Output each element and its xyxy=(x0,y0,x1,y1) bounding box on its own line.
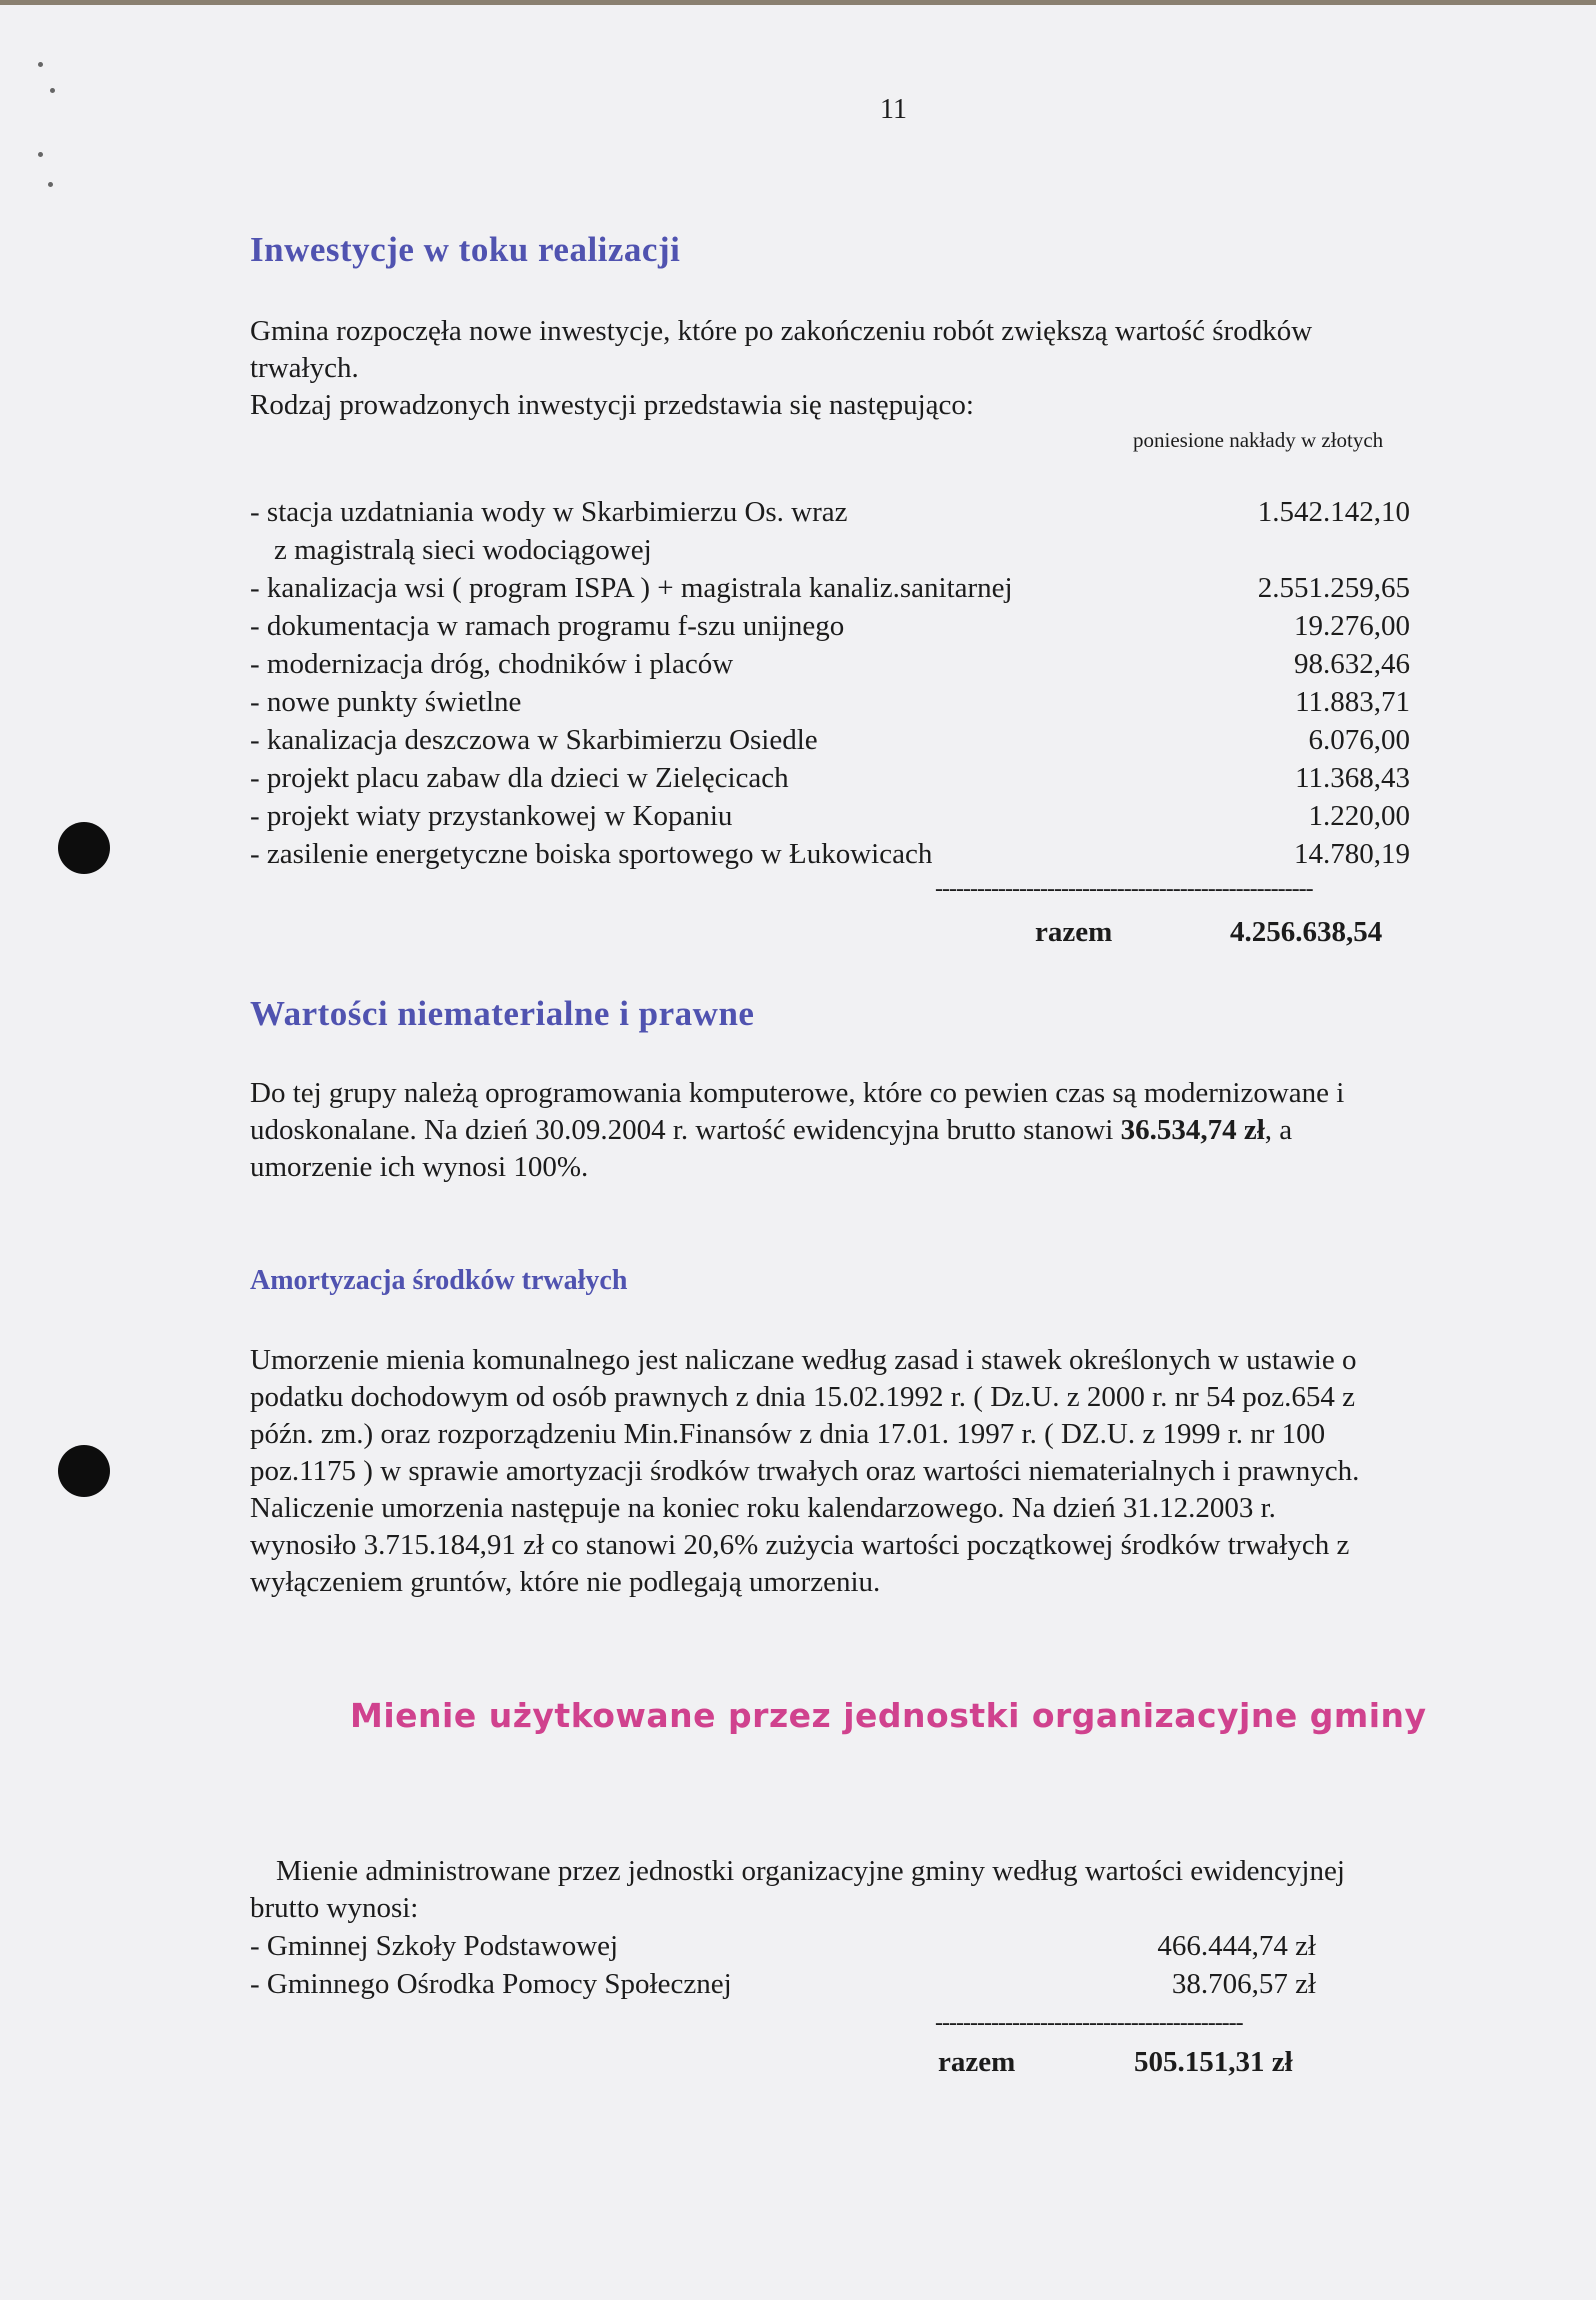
item-label: z magistralą sieci wodociągowej xyxy=(274,534,652,566)
item-label: - kanalizacja wsi ( program ISPA ) + magistrala kanaliz.sanitarnej xyxy=(250,572,1013,604)
list-item xyxy=(250,724,1410,762)
list-item xyxy=(250,534,1410,572)
item-label: - stacja uzdatniania wody w Skarbimierzu Os. wraz xyxy=(250,496,848,528)
item-value: 11.368,43 xyxy=(1295,762,1410,794)
list-item xyxy=(250,572,1410,610)
item-label: - nowe punkty świetlne xyxy=(250,686,522,718)
list-item xyxy=(250,648,1410,686)
paragraph-line: Do tej grupy należą oprogramowania komputerowe, które co pewien czas są modernizowane i xyxy=(250,1077,1345,1109)
scan-speck xyxy=(38,62,43,67)
total-label: razem xyxy=(1035,916,1113,948)
depreciation-paragraph xyxy=(250,1342,1570,1601)
item-value: 98.632,46 xyxy=(1294,648,1410,680)
units-intro xyxy=(250,1853,1570,1927)
item-value: 1.220,00 xyxy=(1308,800,1410,832)
item-label: - modernizacja dróg, chodników i placów xyxy=(250,648,734,680)
intro-line: Gmina rozpoczęła nowe inwestycje, które po zakończeniu robót zwiększą wartość środków xyxy=(250,315,1313,347)
page-number: 11 xyxy=(880,94,907,125)
investments-intro xyxy=(250,313,1500,424)
item-value: 14.780,19 xyxy=(1294,838,1410,870)
scan-speck xyxy=(38,152,43,157)
paragraph-line: późn. zm.) oraz rozporządzeniu Min.Finansów z dnia 17.01. 1997 r. ( DZ.U. z 1999 r. nr 100 xyxy=(250,1418,1326,1450)
scan-speck xyxy=(50,88,55,93)
item-label: - Gminnej Szkoły Podstawowej xyxy=(250,1930,619,1962)
item-value: 11.883,71 xyxy=(1295,686,1410,718)
section-title-depreciation: Amortyzacja środków trwałych xyxy=(250,1265,628,1296)
item-label: - Gminnego Ośrodka Pomocy Społecznej xyxy=(250,1968,732,2000)
total-value: 505.151,31 zł xyxy=(1134,2046,1293,2078)
item-value: 19.276,00 xyxy=(1294,610,1410,642)
paragraph-line xyxy=(250,1112,1550,1149)
item-label: - dokumentacja w ramach programu f-szu unijnego xyxy=(250,610,845,642)
paragraph-line: wyłączeniem gruntów, które nie podlegają umorzeniu. xyxy=(250,1566,881,1598)
item-label: - projekt wiaty przystankowej w Kopaniu xyxy=(250,800,733,832)
item-label: - kanalizacja deszczowa w Skarbimierzu Osiedle xyxy=(250,724,818,756)
punch-hole-top xyxy=(58,822,110,874)
paragraph-text: udoskonalane. Na dzień 30.09.2004 r. wartość ewidencyjna brutto stanowi xyxy=(250,1114,1121,1146)
intro-line: trwałych. xyxy=(250,352,359,384)
value-highlight: 36.534,74 zł xyxy=(1120,1114,1265,1146)
list-item xyxy=(250,496,1410,534)
list-item xyxy=(250,838,1410,876)
paragraph-line: Umorzenie mienia komunalnego jest naliczane według zasad i stawek określonych w ustawie o xyxy=(250,1344,1357,1376)
list-item xyxy=(250,800,1410,838)
paragraph-line: Naliczenie umorzenia następuje na koniec roku kalendarzowego. Na dzień 31.12.2003 r. xyxy=(250,1492,1276,1524)
item-label: - projekt placu zabaw dla dzieci w Zielęcicach xyxy=(250,762,789,794)
list-item xyxy=(250,610,1410,648)
paragraph-line: poz.1175 ) w sprawie amortyzacji środków trwałych oraz wartości niematerialnych i prawnych. xyxy=(250,1455,1360,1487)
scan-top-edge xyxy=(0,0,1596,5)
punch-hole-bottom xyxy=(58,1445,110,1497)
column-note: poniesione nakłady w złotych xyxy=(1133,428,1384,452)
item-value: 38.706,57 zł xyxy=(1171,1968,1316,2000)
intangible-paragraph xyxy=(250,1075,1550,1186)
item-label: - zasilenie energetyczne boiska sportowego w Łukowicach xyxy=(250,838,933,870)
list-item xyxy=(250,1930,1316,1968)
section-title-intangible: Wartości niematerialne i prawne xyxy=(250,994,755,1033)
list-item xyxy=(250,1968,1316,2006)
item-value: 1.542.142,10 xyxy=(1257,496,1410,528)
list-item xyxy=(250,762,1410,800)
section-title-units: Mienie użytkowane przez jednostki organizacyjne gminy xyxy=(350,1696,1427,1735)
intro-line: Rodzaj prowadzonych inwestycji przedstawia się następująco: xyxy=(250,389,974,421)
total-label: razem xyxy=(938,2046,1016,2078)
sum-divider: -------------------------------------------- xyxy=(935,2010,1243,2036)
paragraph-line: umorzenie ich wynosi 100%. xyxy=(250,1151,589,1183)
list-item xyxy=(250,686,1410,724)
paragraph-line: wynosiło 3.715.184,91 zł co stanowi 20,6% zużycia wartości początkowej środków trwałych z xyxy=(250,1529,1350,1561)
item-value: 6.076,00 xyxy=(1308,724,1410,756)
section-title-investments: Inwestycje w toku realizacji xyxy=(250,230,681,269)
scan-speck xyxy=(48,182,53,187)
paragraph-text: , a xyxy=(1264,1114,1293,1146)
total-value: 4.256.638,54 xyxy=(1230,916,1383,948)
intro-line: brutto wynosi: xyxy=(250,1892,419,1924)
intro-line: Mienie administrowane przez jednostki organizacyjne gminy według wartości ewidencyjnej xyxy=(276,1855,1345,1887)
sum-divider: ------------------------------------------------------ xyxy=(935,876,1313,902)
paragraph-line: podatku dochodowym od osób prawnych z dnia 15.02.1992 r. ( Dz.U. z 2000 r. nr 54 poz.654 z xyxy=(250,1381,1356,1413)
item-value: 2.551.259,65 xyxy=(1257,572,1410,604)
item-value: 466.444,74 zł xyxy=(1157,1930,1316,1962)
